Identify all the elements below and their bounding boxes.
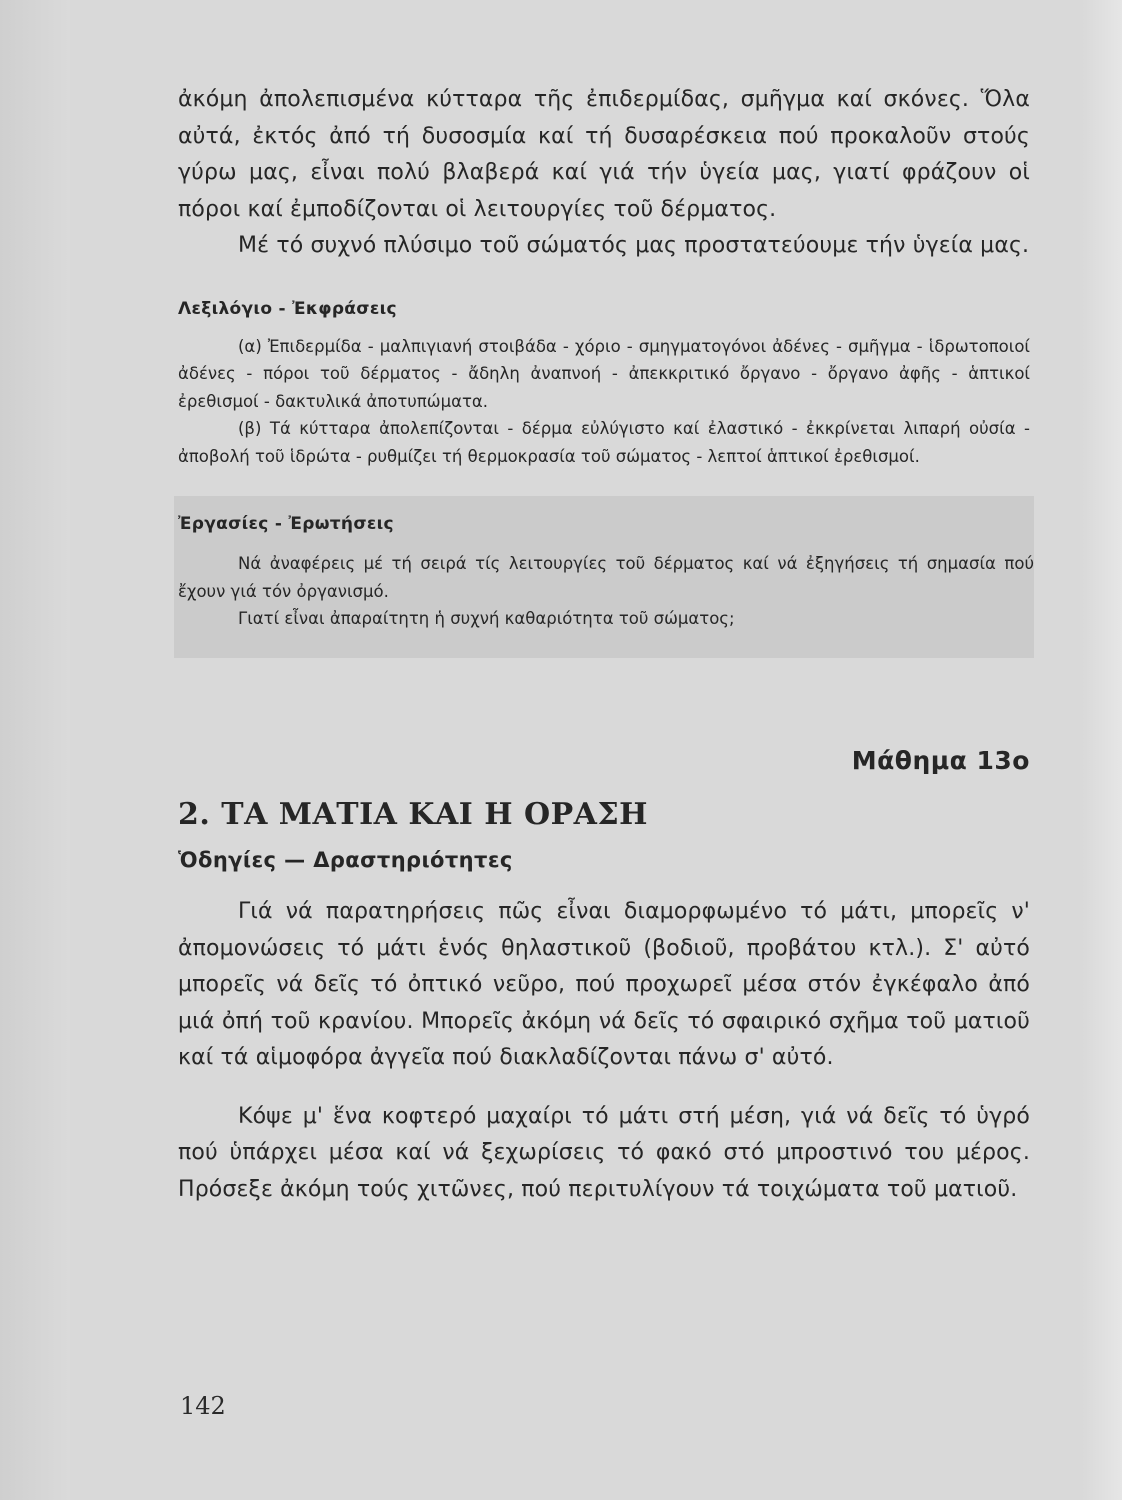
page-edge-right [1082,0,1122,1500]
task-question: Γιατί εἶναι ἀπαραίτητη ἡ συχνή καθαριότητα τοῦ σώματος; [238,609,735,628]
lesson-paragraph: Κόψε μ' ἕνα κοφτερό μαχαίρι τό μάτι στή μέση, γιά νά δεῖς τό ὑγρό πού ὑπάρχει μέσα καί νά ξεχωρίσεις τό φακό στό μπροστινό του μέρος. Πρόσεξε ἀκόμη τούς χιτῶνες, πού περιτυλίγουν τά τοιχώματα τοῦ ματιοῦ. [178,1103,1030,1202]
body-text: Μέ τό συχνό πλύσιμο τοῦ σώματός μας προστατεύουμε τήν ὑγεία μας. [238,233,1030,258]
body-text: ἀκόμη ἀπολεπισμένα κύτταρα τῆς ἐπιδερμίδας, σμῆγμα καί σκόνες. Ὅλα αὐτά, ἐκτός ἀπό τή δυσοσμία καί τή δυσαρέσκεια πού προκαλοῦν στούς γύρω μας, εἶναι πολύ βλαβερά καί γιά τήν ὑγεία μας, γιατί φράζουν οἱ πόροι καί ἐμποδίζονται οἱ λειτουργίες τοῦ δέρματος. [178,87,1030,222]
page-gutter-shadow [0,0,70,1500]
vocabulary-item-a: (α) Ἐπιδερμίδα - μαλπιγιανή στοιβάδα - χόριο - σμηγματογόνοι ἀδένες - σμῆγμα - ἱδρωτοποιοί ἀδένες - πόροι τοῦ δέρματος - ἄδηλη ἀναπνοή - ἀπεκκριτικό ὄργανο - ὄργανο ἀφῆς - ἁπτικοί ἐρεθισμοί - δακτυλικά ἀποτυπώματα. [178,336,1030,411]
page-number: 142 [180,1392,226,1420]
chapter-title: 2. ΤΑ ΜΑΤΙΑ ΚΑΙ Η ΟΡΑΣΗ [178,797,649,832]
task-question: Νά ἀναφέρεις μέ τή σειρά τίς λειτουργίες τοῦ δέρματος καί νά ἐξηγήσεις τή σημασία πού ἔχουν γιά τόν ὀργανισμό. [178,554,1034,601]
lesson-paragraph: Γιά νά παρατηρήσεις πῶς εἶναι διαμορφωμένο τό μάτι, μπορεῖς ν' ἀπομονώσεις τό μάτι ἑνός θηλαστικοῦ (βοδιοῦ, προβάτου κτλ.). Σ' αὐτό μπορεῖς νά δεῖς τό ὀπτικό νεῦρο, πού προχωρεῖ μέσα στόν ἐγκέφαλο ἀπό μιά ὀπή τοῦ κρανίου. Μπορεῖς ἀκόμη νά δεῖς τό σφαιρικό σχῆμα τοῦ ματιοῦ καί τά αἱμοφόρα ἀγγεῖα πού διακλαδίζονται πάνω σ' αὐτό. [178,899,1030,1070]
top-paragraph [178,82,1030,265]
vocabulary-item-b: (β) Τά κύτταρα ἀπολεπίζονται - δέρμα εὐλύγιστο καί ἐλαστικό - ἐκκρίνεται λιπαρή οὐσία - ἀποβολή τοῦ ἱδρώτα - ρυθμίζει τή θερμοκρασία τοῦ σώματος - λεπτοί ἁπτικοί ἐρεθισμοί. [178,419,1030,466]
vocabulary-title: Λεξιλόγιο - Ἐκφράσεις [178,298,397,319]
tasks-title: Ἐργασίες - Ἐρωτήσεις [178,514,394,534]
vocabulary-section [178,299,1030,471]
guide-title: Ὁδηγίες — Δραστηριότητες [178,848,513,872]
tasks-section [174,496,1034,658]
lesson-number: Μάθημα 13ο [851,746,1030,775]
page-content [178,82,1034,1208]
